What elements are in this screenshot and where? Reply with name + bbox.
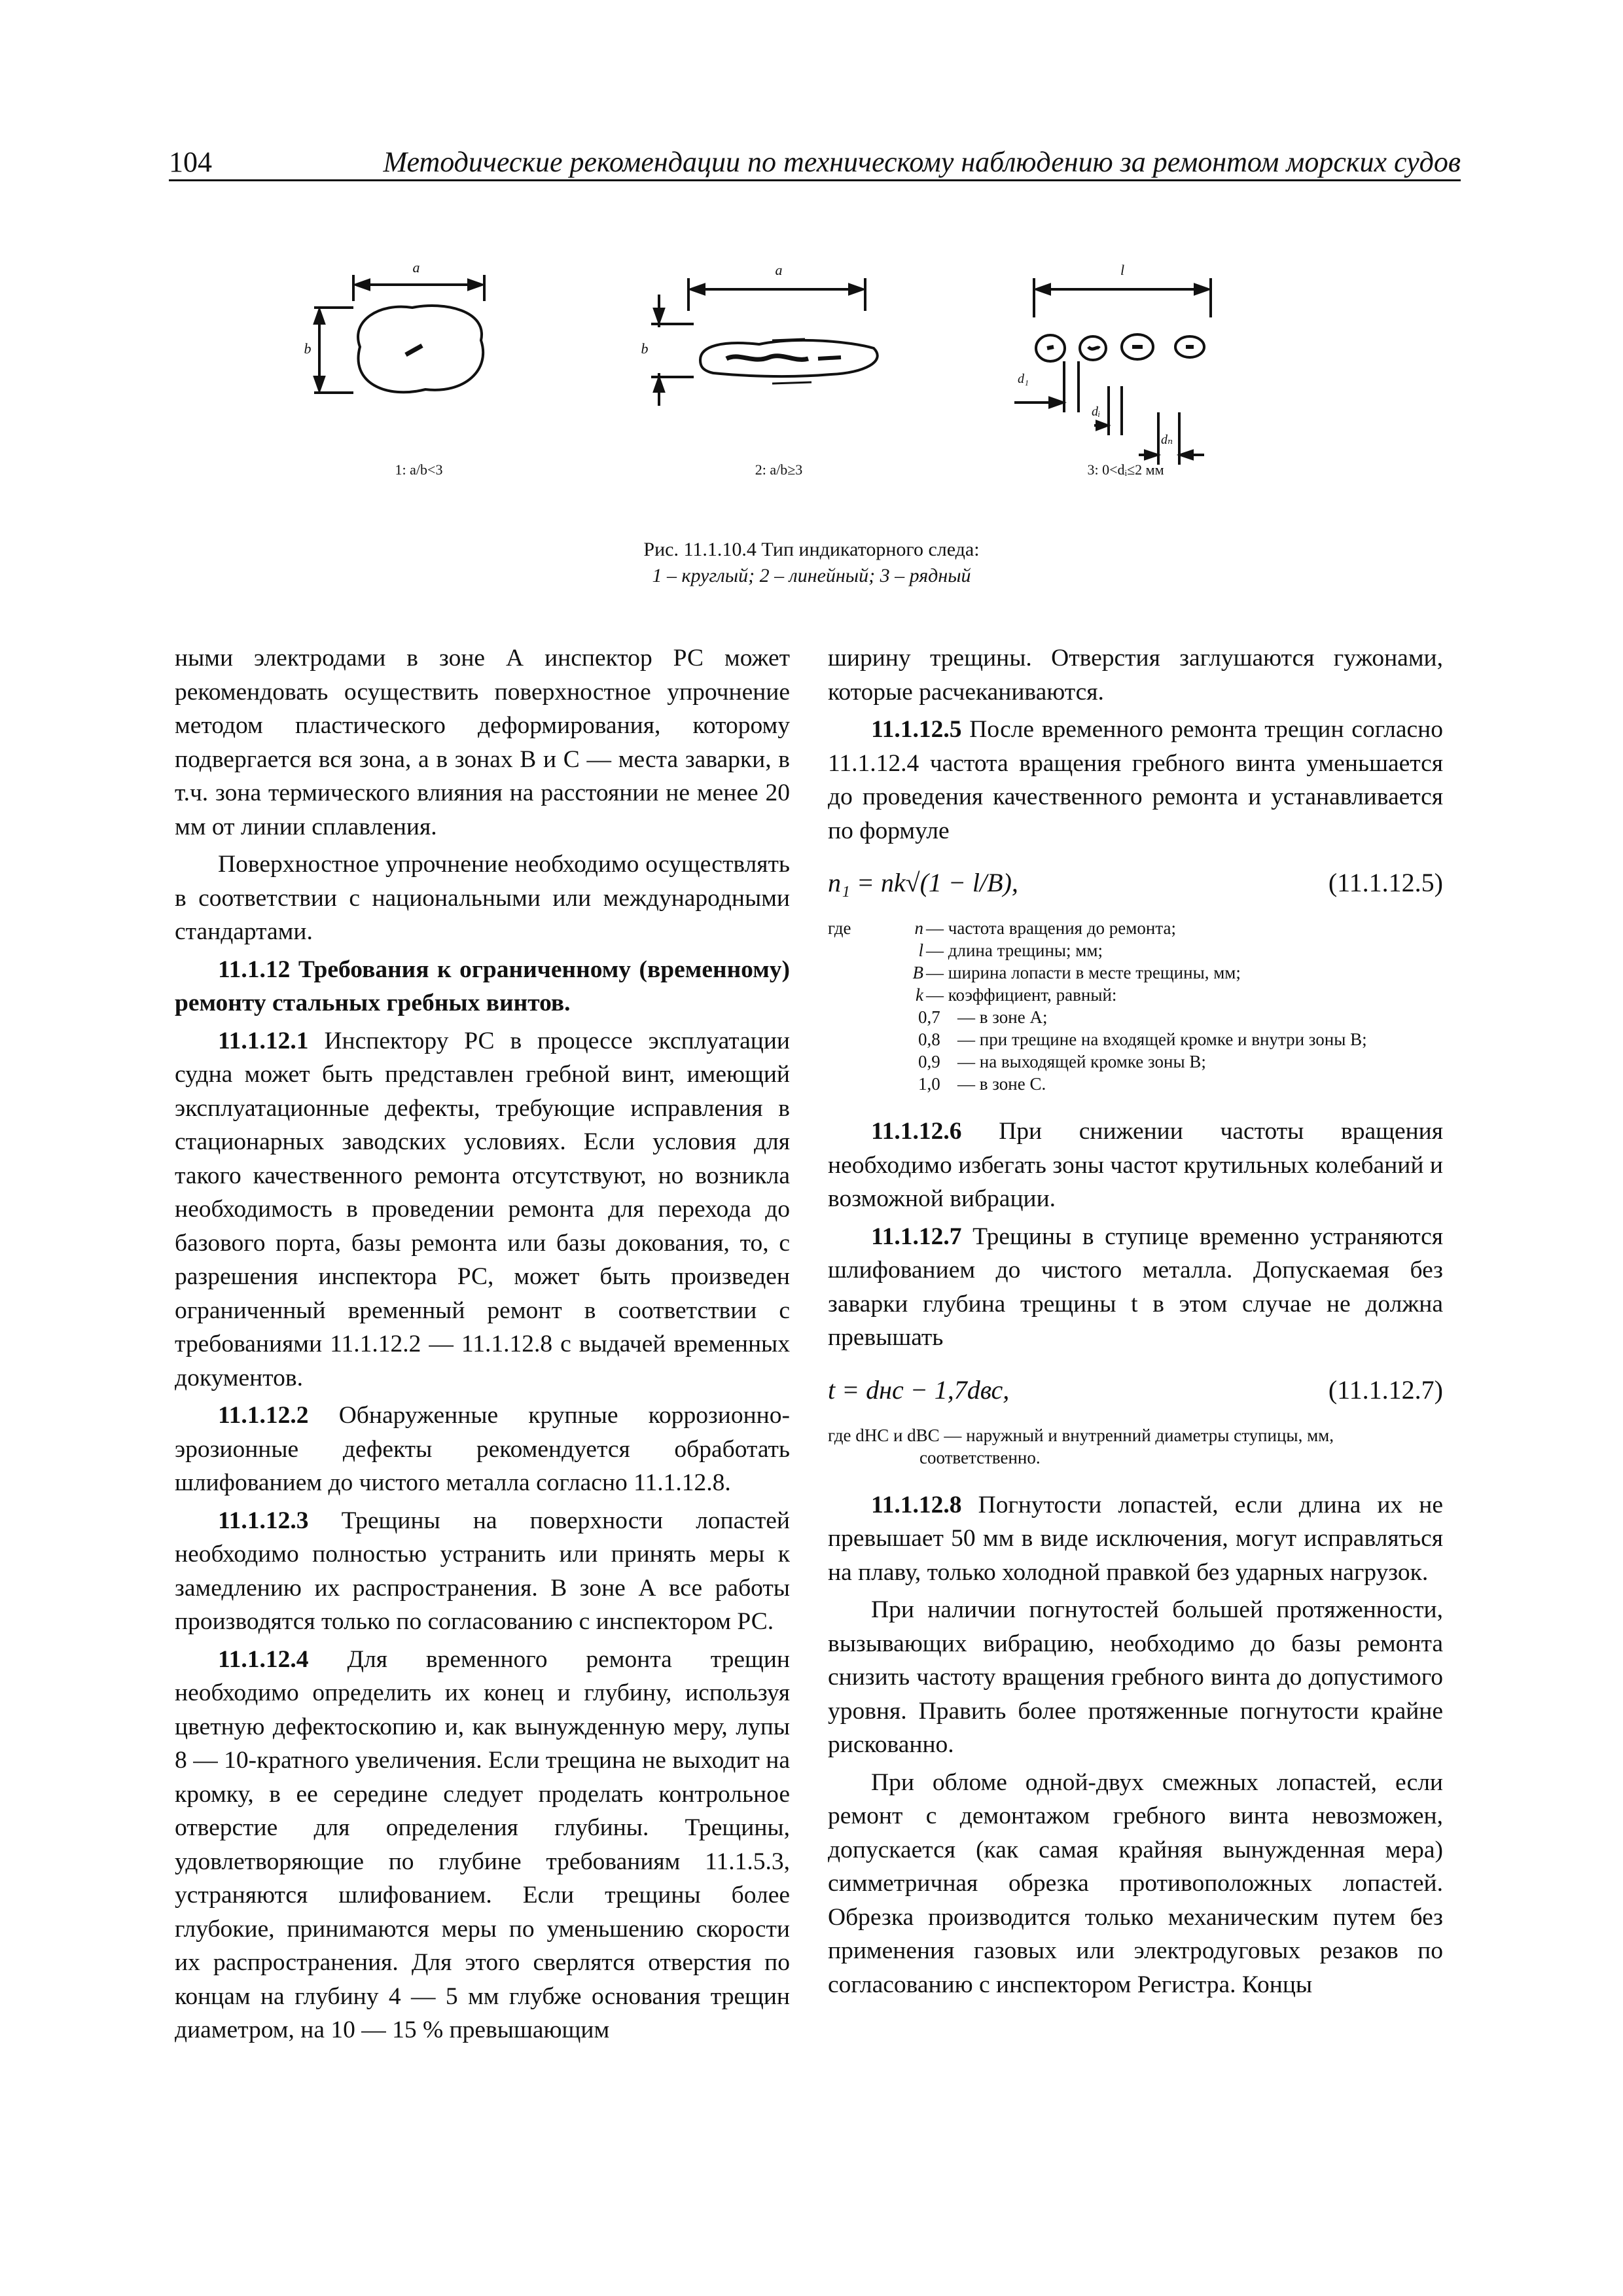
symbol-definition: — длина трещины; мм; xyxy=(926,941,1103,960)
symbol: k xyxy=(916,985,923,1005)
k-value: 0,9 xyxy=(918,1052,940,1071)
running-header xyxy=(169,145,1461,179)
clause-number: 11.1.12.6 xyxy=(871,1118,962,1145)
k-condition: — в зоне А; xyxy=(957,1007,1048,1027)
formula-expression: t = dнс − 1,7dвс, xyxy=(828,1374,1010,1405)
header-rule xyxy=(169,179,1461,181)
symbol-definition: — коэффициент, равный: xyxy=(926,985,1117,1005)
caption-line-2: 1 – круглый; 2 – линейный; 3 – рядный xyxy=(652,565,971,586)
paragraph-11-1-12-5 xyxy=(828,713,1443,848)
clause-number: 11.1.12.7 xyxy=(871,1223,962,1250)
page-number: 104 xyxy=(169,146,212,178)
subcaption-row: 3: 0<dᵢ≤2 мм xyxy=(1087,461,1164,478)
paragraph: При наличии погнутостей большей протяженности, вызывающих вибрацию, необходимо до базы ремонта снизить частоту вращения гребного винта до допустимого уровня. Править более протяженные погнутости крайне рискованно. xyxy=(828,1596,1443,1758)
k-value: 0,7 xyxy=(918,1007,940,1027)
clause-text: Для временного ремонта трещин необходимо определить их конец и глубину, используя цветную дефектоскопию и, как вынужденную меру, лупы 8 — 10-кратного увеличения. Если трещина не выходит на кромку, в ее середине следует проделать контрольное отверстие для определения глубины. Трещины, удовлетворяющие по глубине требованиям 11.1.5.3, устраняются шлифованием. Если трещины более глубокие, принимаются меры по уменьшению скорости их распространения. Для этого сверлятся отверстия по концам на глубину 4 — 5 мм глубже основания трещин диаметром, на 10 — 15 % превышающим xyxy=(175,1645,790,2043)
clause-text: Трещины в ступице временно устраняются шлифованием до чистого металла. Допускаемая без заварки глубина трещины t в этом случае не должна превышать xyxy=(828,1223,1443,1351)
formula-number: (11.1.12.7) xyxy=(1328,1374,1443,1405)
k-condition: — на выходящей кромке зоны В; xyxy=(957,1052,1206,1071)
paragraph-11-1-12-8 xyxy=(828,1488,1443,1590)
paragraph-11-1-12-3 xyxy=(175,1504,790,1639)
dim-b2: b xyxy=(641,340,649,357)
clause-text: После временного ремонта трещин согласно 11.1.12.4 частота вращения гребного винта уменьшается до проведения качественного ремонта и устанавливается по формуле xyxy=(828,716,1443,844)
dim-dn: dₙ xyxy=(1161,433,1173,447)
dim-d1: d₁ xyxy=(1018,372,1029,386)
subcaption-linear: 2: a/b≥3 xyxy=(755,461,803,478)
indicator-trace-figure xyxy=(288,249,1257,524)
legend-line: где dНС и dВС — наружный и внутренний диаметры ступицы, мм, xyxy=(828,1425,1334,1445)
paragraph-11-1-12-4 xyxy=(175,1643,790,2047)
symbol-definition: — частота вращения до ремонта; xyxy=(926,918,1176,938)
formula-legend xyxy=(828,917,1443,1095)
legend-line: соответственно. xyxy=(919,1447,1041,1467)
paragraph: Поверхностное упрочнение необходимо осуществлять в соответствии с национальными или международными стандартами. xyxy=(175,851,790,945)
paragraph-11-1-12-1 xyxy=(175,1024,790,1395)
clause-text: Погнутости лопастей, если длина их не превышает 50 мм в виде исключения, могут исправляться на плаву, только холодной правкой без ударных нагрузок. xyxy=(828,1491,1443,1586)
section-heading: 11.1.12 Требования к ограниченному (временному) ремонту стальных гребных винтов. xyxy=(175,956,790,1016)
k-condition: — при трещине на входящей кромке и внутри зоны В; xyxy=(957,1030,1367,1049)
clause-text: Трещины на поверхности лопастей необходимо полностью устранить или принять меры к замедлению их распространения. В зоне А все работы производятся только по согласованию с инспектором РС. xyxy=(175,1507,790,1635)
figure-caption xyxy=(393,537,1230,589)
dim-a2: a xyxy=(775,262,783,278)
formula-expression: n₁ = nk√(1 − l/B), xyxy=(828,868,1018,897)
symbol-definition: — ширина лопасти в месте трещины, мм; xyxy=(926,963,1241,982)
clause-number: 11.1.12.1 xyxy=(218,1027,309,1054)
clause-number: 11.1.12.8 xyxy=(871,1491,962,1518)
running-title: Методические рекомендации по техническому наблюдению за ремонтом морских судов xyxy=(383,146,1461,178)
clause-text: При снижении частоты вращения необходимо избегать зоны частот крутильных колебаний и возможной вибрации. xyxy=(828,1118,1443,1212)
dim-a1: a xyxy=(412,259,420,276)
dim-l3: l xyxy=(1120,262,1125,278)
k-value: 0,8 xyxy=(918,1030,940,1049)
k-value: 1,0 xyxy=(918,1074,940,1094)
panel-linear-trace xyxy=(641,262,878,406)
where-label: где xyxy=(828,918,851,938)
clause-text: Инспектору РС в процессе эксплуатации судна может быть представлен гребной винт, имеющий эксплуатационные дефекты, требующие исправления в стационарных заводских условиях. Если условия для такого качественного ремонта отсутствуют, но возникла необходимость в проведении ремонта для перехода до базового порта, базы ремонта или базы докования, то, с разрешения инспектора РС, может быть произведен ограниченный временный ремонт в соответствии с требованиями 11.1.12.2 — 11.1.12.8 с выдачей временных документов. xyxy=(175,1027,790,1391)
caption-line-1: Рис. 11.1.10.4 Тип индикаторного следа: xyxy=(643,539,980,560)
left-column xyxy=(175,641,790,2051)
right-column xyxy=(828,641,1443,2005)
clause-number: 11.1.12.3 xyxy=(218,1507,309,1534)
formula-legend-2 xyxy=(828,1424,1443,1469)
k-condition: — в зоне С. xyxy=(957,1074,1046,1094)
panel-row-trace xyxy=(1014,262,1211,465)
paragraph: При обломе одной-двух смежных лопастей, если ремонт с демонтажом гребного винта невозможен, допускается (как самая крайняя вынужденная мера) симметричная обрезка противоположных лопастей. Обрезка производится только механическим путем без применения газовых или электродуговых резаков по согласованию с инспектором Регистра. Концы xyxy=(828,1768,1443,1998)
dim-di: dᵢ xyxy=(1092,404,1101,419)
formula-11-1-12-5 xyxy=(828,861,1443,908)
clause-number: 11.1.12.4 xyxy=(218,1645,309,1673)
paragraph-11-1-12-2 xyxy=(175,1399,790,1500)
panel-round-trace xyxy=(304,259,485,393)
paragraph-11-1-12-7 xyxy=(828,1220,1443,1355)
symbol: l xyxy=(918,941,923,960)
symbol: B xyxy=(912,963,923,982)
subcaption-round: 1: a/b<3 xyxy=(395,461,443,478)
clause-number: 11.1.12.5 xyxy=(871,716,962,743)
dim-b1: b xyxy=(304,340,312,357)
paragraph: ными электродами в зоне А инспектор РС может рекомендовать осуществить поверхностное упрочнение методом пластического деформирования, которому подвергается вся зона, а в зонах В и С — места заварки, в т.ч. зона термического влияния на расстоянии не менее 20 мм от линии сплавления. xyxy=(175,645,790,840)
formula-11-1-12-7 xyxy=(828,1368,1443,1415)
paragraph-11-1-12-6 xyxy=(828,1115,1443,1216)
symbol: n xyxy=(914,918,923,938)
paragraph: ширину трещины. Отверстия заглушаются гужонами, которые расчеканиваются. xyxy=(828,645,1443,706)
clause-text: Обнаруженные крупные коррозионно-эрозионные дефекты рекомендуется обработать шлифованием до чистого металла согласно 11.1.12.8. xyxy=(175,1402,790,1496)
clause-number: 11.1.12.2 xyxy=(218,1402,309,1429)
formula-number: (11.1.12.5) xyxy=(1328,868,1443,897)
